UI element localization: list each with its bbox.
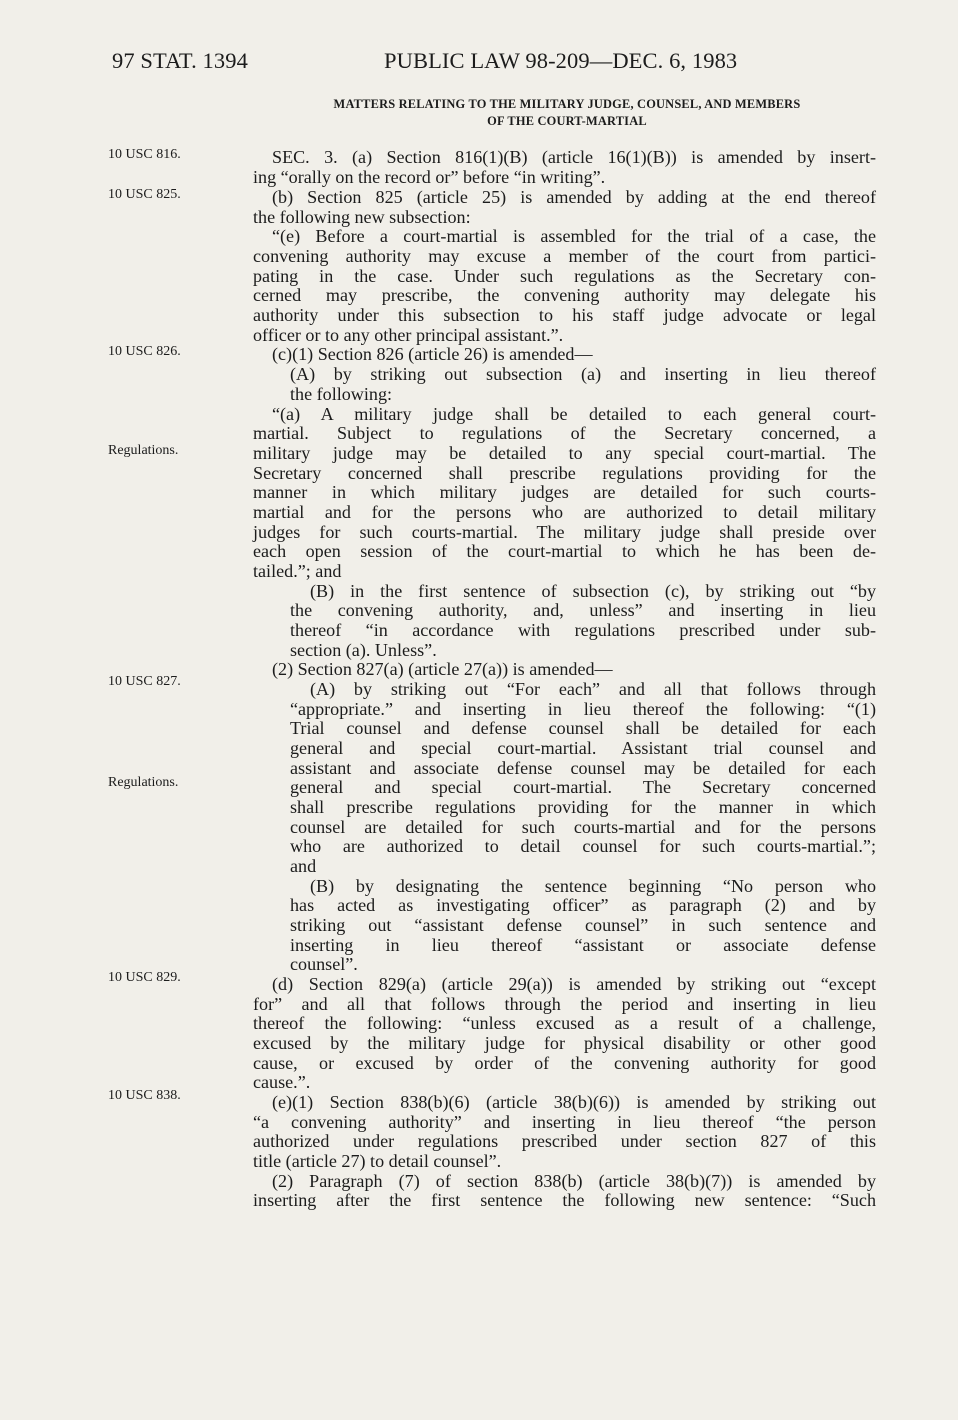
body-line: for” and all that follows through the period and inserting in lieu <box>253 994 876 1014</box>
section-heading-line: MATTERS RELATING TO THE MILITARY JUDGE, COUNSEL, AND MEMBERS <box>333 97 801 111</box>
body-line: cerned may prescribe, the convening authority may delegate his <box>253 285 876 305</box>
body-line: “a convening authority” and inserting in lieu thereof “the person <box>253 1112 876 1132</box>
body-line: section (a). Unless”. <box>290 640 437 660</box>
body-line: (2) Paragraph (7) of section 838(b) (article 38(b)(7)) is amended by <box>272 1171 876 1191</box>
body-line: (A) by striking out subsection (a) and inserting in lieu thereof <box>290 364 876 384</box>
body-line: striking out “assistant defense counsel” in such sentence and <box>290 915 876 935</box>
body-line: shall prescribe regulations providing for the manner in which <box>290 797 876 817</box>
section-heading-line: OF THE COURT-MARTIAL <box>487 114 647 128</box>
body-line: (e)(1) Section 838(b)(6) (article 38(b)(6)) is amended by striking out <box>272 1092 876 1112</box>
body-line: the following: <box>290 384 393 404</box>
body-line: Secretary concerned shall prescribe regulations providing for the <box>253 463 876 483</box>
body-line: authorized under regulations prescribed under section 827 of this <box>253 1131 876 1151</box>
body-line: manner in which military judges are detailed for such courts- <box>253 482 876 502</box>
body-line: (2) Section 827(a) (article 27(a)) is amended— <box>272 659 613 679</box>
body-line: inserting in lieu thereof “assistant or associate defense <box>290 935 876 955</box>
body-line: thereof the following: “unless excused as a result of a challenge, <box>253 1013 876 1033</box>
body-line: (c)(1) Section 826 (article 26) is amended— <box>272 344 593 364</box>
body-line: excused by the military judge for physical disability or other good <box>253 1033 876 1053</box>
body-line: who are authorized to detail counsel for such courts-martial.”; <box>290 836 876 856</box>
body-line: assistant and associate defense counsel may be detailed for each <box>290 758 876 778</box>
body-line: tailed.”; and <box>253 561 342 581</box>
body-line: cause.”. <box>253 1072 311 1092</box>
body-line: the convening authority, and, unless” and inserting in lieu <box>290 600 876 620</box>
body-line: thereof “in accordance with regulations prescribed under sub- <box>290 620 876 640</box>
body-line: martial. Subject to regulations of the Secretary concerned, a <box>253 423 876 443</box>
body-line: has acted as investigating officer” as paragraph (2) and by <box>290 895 876 915</box>
public-law-title: PUBLIC LAW 98-209—DEC. 6, 1983 <box>384 48 738 73</box>
margin-note: Regulations. <box>108 775 179 790</box>
margin-note: 10 USC 826. <box>108 344 181 359</box>
body-line: “appropriate.” and inserting in lieu thereof the following: “(1) <box>290 699 876 719</box>
margin-note: Regulations. <box>108 443 179 458</box>
body-line: pating in the case. Under such regulations as the Secretary con- <box>253 266 876 286</box>
body-line: and <box>290 856 317 876</box>
body-line: authority under this subsection to his staff judge advocate or legal <box>253 305 876 325</box>
body-line: “(a) A military judge shall be detailed to each general court- <box>272 404 876 424</box>
body-line: the following new subsection: <box>253 207 471 227</box>
stat-page-number: 97 STAT. 1394 <box>112 48 248 73</box>
body-line: general and special court-martial. Assistant trial counsel and <box>290 738 876 758</box>
body-line: title (article 27) to detail counsel”. <box>253 1151 502 1171</box>
body-line: military judge may be detailed to any special court-martial. The <box>253 443 876 463</box>
body-line: counsel”. <box>290 954 358 974</box>
body-line: convening authority may excuse a member of the court from partici- <box>253 246 876 266</box>
section-heading <box>258 96 876 130</box>
body-line: judges for such courts-martial. The military judge shall preside over <box>253 522 876 542</box>
margin-note: 10 USC 825. <box>108 187 181 202</box>
body-line: (d) Section 829(a) (article 29(a)) is amended by striking out “except <box>272 974 876 994</box>
body-line: cause, or excused by order of the convening authority for good <box>253 1053 876 1073</box>
body-line: ing “orally on the record or” before “in writing”. <box>253 167 606 187</box>
margin-note: 10 USC 816. <box>108 147 181 162</box>
margin-note: 10 USC 838. <box>108 1088 181 1103</box>
body-line: SEC. 3. (a) Section 816(1)(B) (article 16(1)(B)) is amended by insert- <box>272 147 876 167</box>
body-line: (b) Section 825 (article 25) is amended by adding at the end thereof <box>272 187 876 207</box>
body-line: “(e) Before a court-martial is assembled for the trial of a case, the <box>272 226 876 246</box>
body-line: officer or to any other principal assistant.”. <box>253 325 564 345</box>
body-line: Trial counsel and defense counsel shall be detailed for each <box>290 718 876 738</box>
body-line: general and special court-martial. The Secretary concerned <box>290 777 876 797</box>
body-line: (A) by striking out “For each” and all that follows through <box>310 679 876 699</box>
body-line: inserting after the first sentence the following new sentence: “Such <box>253 1190 876 1210</box>
body-line: counsel are detailed for such courts-martial and for the persons <box>290 817 876 837</box>
body-line: each open session of the court-martial to which he has been de- <box>253 541 876 561</box>
margin-note: 10 USC 829. <box>108 970 181 985</box>
body-line: (B) in the first sentence of subsection (c), by striking out “by <box>310 581 876 601</box>
margin-note: 10 USC 827. <box>108 674 181 689</box>
body-line: martial and for the persons who are authorized to detail military <box>253 502 876 522</box>
body-line: (B) by designating the sentence beginning “No person who <box>310 876 876 896</box>
